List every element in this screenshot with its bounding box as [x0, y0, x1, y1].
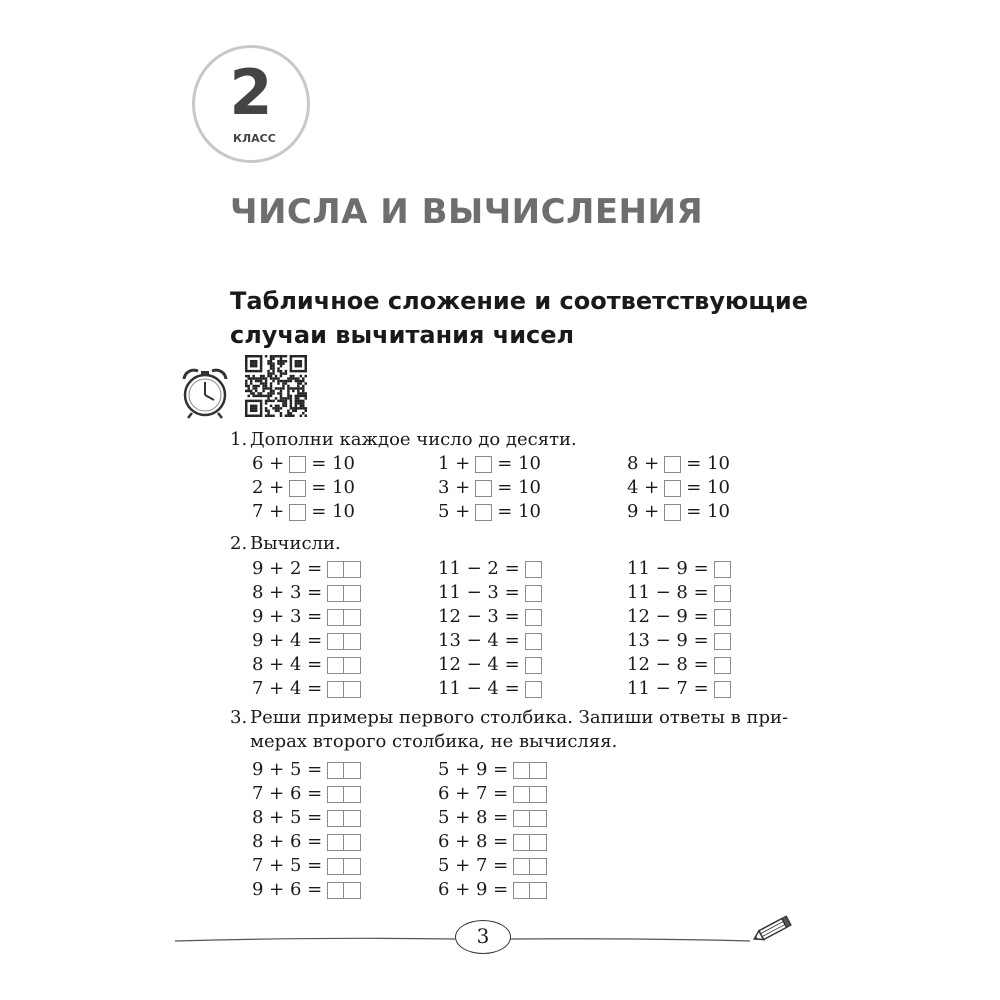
task-2-example	[252, 605, 361, 629]
example-left: 5 +	[438, 501, 471, 522]
answer-box[interactable]	[327, 657, 344, 674]
example-left: 8 +	[627, 453, 660, 474]
qr-code[interactable]	[245, 355, 307, 417]
example-expression: 7 + 5 =	[252, 855, 323, 876]
example-expression: 11 − 9 =	[627, 558, 709, 579]
example-expression: 11 − 4 =	[438, 678, 520, 699]
example-expression: 5 + 7 =	[438, 855, 509, 876]
answer-box[interactable]	[344, 681, 361, 698]
answer-box[interactable]	[327, 834, 344, 851]
answer-box[interactable]	[714, 585, 731, 602]
answer-box[interactable]	[513, 762, 530, 779]
answer-box[interactable]	[327, 810, 344, 827]
answer-box[interactable]	[530, 762, 547, 779]
answer-box[interactable]	[530, 786, 547, 803]
task-3-example	[252, 782, 361, 806]
example-expression: 6 + 9 =	[438, 879, 509, 900]
task-1-title	[230, 428, 577, 452]
example-right: = 10	[497, 477, 541, 498]
answer-box[interactable]	[289, 480, 306, 497]
answer-box[interactable]	[344, 834, 361, 851]
example-expression: 9 + 5 =	[252, 759, 323, 780]
answer-box[interactable]	[475, 504, 492, 521]
answer-box[interactable]	[530, 882, 547, 899]
answer-box[interactable]	[344, 657, 361, 674]
example-expression: 8 + 3 =	[252, 582, 323, 603]
example-expression: 9 + 3 =	[252, 606, 323, 627]
answer-box[interactable]	[344, 633, 361, 650]
task-2-example	[438, 629, 542, 653]
example-left: 3 +	[438, 477, 471, 498]
task-1-number: 1.	[230, 429, 248, 450]
answer-box[interactable]	[714, 681, 731, 698]
example-left: 2 +	[252, 477, 285, 498]
answer-box[interactable]	[664, 456, 681, 473]
pencil-icon	[748, 915, 794, 945]
example-expression: 7 + 6 =	[252, 783, 323, 804]
example-expression: 11 − 7 =	[627, 678, 709, 699]
answer-box[interactable]	[327, 681, 344, 698]
task-3-title-line-2: мерах второго столбика, не вычисляя.	[250, 731, 618, 752]
answer-box[interactable]	[664, 504, 681, 521]
example-expression: 9 + 4 =	[252, 630, 323, 651]
example-right: = 10	[311, 501, 355, 522]
example-right: = 10	[497, 501, 541, 522]
answer-box[interactable]	[344, 882, 361, 899]
task-2-text: Вычисли.	[250, 533, 341, 554]
task-2-example	[627, 629, 731, 653]
example-expression: 8 + 5 =	[252, 807, 323, 828]
task-1-example	[438, 476, 541, 500]
answer-box[interactable]	[664, 480, 681, 497]
answer-box[interactable]	[714, 657, 731, 674]
example-expression: 6 + 8 =	[438, 831, 509, 852]
answer-box[interactable]	[530, 858, 547, 875]
example-right: = 10	[686, 453, 730, 474]
answer-box[interactable]	[327, 609, 344, 626]
task-2-number: 2.	[230, 533, 248, 554]
task-3-number: 3.	[230, 707, 248, 728]
example-expression: 8 + 6 =	[252, 831, 323, 852]
task-3-example	[438, 806, 547, 830]
example-expression: 8 + 4 =	[252, 654, 323, 675]
answer-box[interactable]	[289, 456, 306, 473]
answer-box[interactable]	[714, 633, 731, 650]
answer-box[interactable]	[344, 762, 361, 779]
answer-box[interactable]	[714, 609, 731, 626]
answer-box[interactable]	[513, 834, 530, 851]
answer-box[interactable]	[530, 810, 547, 827]
answer-box[interactable]	[344, 561, 361, 578]
task-3-text-line-1: Реши примеры первого столбика. Запиши ответы в при-	[250, 707, 789, 728]
task-2-example	[252, 653, 361, 677]
task-2-example	[252, 677, 361, 701]
example-left: 4 +	[627, 477, 660, 498]
example-left: 9 +	[627, 501, 660, 522]
task-1-example	[252, 500, 355, 524]
task-1-example	[627, 476, 730, 500]
answer-box[interactable]	[327, 633, 344, 650]
task-3-example	[438, 830, 547, 854]
topic-title-line-1: Табличное сложение и соответствующие	[230, 287, 808, 315]
example-expression: 6 + 7 =	[438, 783, 509, 804]
example-left: 7 +	[252, 501, 285, 522]
task-2-example	[627, 605, 731, 629]
task-3-example	[252, 830, 361, 854]
example-expression: 12 − 8 =	[627, 654, 709, 675]
task-2-example	[438, 557, 542, 581]
task-1-example	[438, 452, 541, 476]
task-1-example	[252, 452, 355, 476]
example-left: 6 +	[252, 453, 285, 474]
answer-box[interactable]	[525, 681, 542, 698]
task-2-example	[627, 581, 731, 605]
answer-box[interactable]	[475, 456, 492, 473]
answer-box[interactable]	[344, 786, 361, 803]
answer-box[interactable]	[525, 657, 542, 674]
example-expression: 11 − 8 =	[627, 582, 709, 603]
example-expression: 9 + 6 =	[252, 879, 323, 900]
task-1-example	[627, 500, 730, 524]
task-2-example	[252, 629, 361, 653]
example-expression: 5 + 8 =	[438, 807, 509, 828]
grade-label: КЛАСС	[233, 132, 276, 145]
task-2-title	[230, 532, 341, 556]
task-2-example	[252, 581, 361, 605]
example-right: = 10	[311, 453, 355, 474]
grade-number: 2	[229, 56, 273, 129]
example-expression: 5 + 9 =	[438, 759, 509, 780]
answer-box[interactable]	[327, 882, 344, 899]
topic-title	[230, 284, 808, 352]
section-title: ЧИСЛА И ВЫЧИСЛЕНИЯ	[230, 192, 704, 232]
answer-box[interactable]	[327, 786, 344, 803]
answer-box[interactable]	[513, 858, 530, 875]
answer-box[interactable]	[525, 633, 542, 650]
answer-box[interactable]	[344, 585, 361, 602]
answer-box[interactable]	[289, 504, 306, 521]
answer-box[interactable]	[525, 561, 542, 578]
page-number: 3	[455, 920, 511, 954]
example-expression: 11 − 2 =	[438, 558, 520, 579]
answer-box[interactable]	[344, 858, 361, 875]
answer-box[interactable]	[513, 786, 530, 803]
task-3-example	[438, 758, 547, 782]
example-expression: 12 − 4 =	[438, 654, 520, 675]
answer-box[interactable]	[327, 762, 344, 779]
example-expression: 13 − 9 =	[627, 630, 709, 651]
answer-box[interactable]	[344, 810, 361, 827]
example-expression: 9 + 2 =	[252, 558, 323, 579]
task-1-example	[627, 452, 730, 476]
task-3-example	[438, 878, 547, 902]
answer-box[interactable]	[714, 561, 731, 578]
task-3-example	[438, 782, 547, 806]
answer-box[interactable]	[525, 585, 542, 602]
task-1-example	[252, 476, 355, 500]
answer-box[interactable]	[525, 609, 542, 626]
task-2-example	[627, 677, 731, 701]
example-expression: 13 − 4 =	[438, 630, 520, 651]
example-right: = 10	[686, 501, 730, 522]
task-2-example	[627, 653, 731, 677]
task-3-example	[252, 854, 361, 878]
task-3-title	[230, 706, 788, 730]
answer-box[interactable]	[344, 609, 361, 626]
task-1-text: Дополни каждое число до десяти.	[250, 429, 577, 450]
task-2-example	[438, 581, 542, 605]
answer-box[interactable]	[513, 882, 530, 899]
task-2-example	[438, 677, 542, 701]
task-3-example	[252, 878, 361, 902]
task-2-example	[438, 653, 542, 677]
answer-box[interactable]	[513, 810, 530, 827]
answer-box[interactable]	[327, 585, 344, 602]
example-left: 1 +	[438, 453, 471, 474]
task-1-example	[438, 500, 541, 524]
answer-box[interactable]	[327, 858, 344, 875]
task-3-example	[438, 854, 547, 878]
task-2-example	[252, 557, 361, 581]
example-right: = 10	[497, 453, 541, 474]
example-expression: 11 − 3 =	[438, 582, 520, 603]
example-expression: 12 − 9 =	[627, 606, 709, 627]
example-right: = 10	[311, 477, 355, 498]
task-2-example	[627, 557, 731, 581]
topic-title-line-2: случаи вычитания чисел	[230, 321, 575, 349]
example-right: = 10	[686, 477, 730, 498]
example-expression: 12 − 3 =	[438, 606, 520, 627]
answer-box[interactable]	[530, 834, 547, 851]
answer-box[interactable]	[327, 561, 344, 578]
alarm-clock-icon	[178, 365, 232, 419]
grade-badge	[192, 45, 310, 163]
example-expression: 7 + 4 =	[252, 678, 323, 699]
answer-box[interactable]	[475, 480, 492, 497]
task-3-example	[252, 806, 361, 830]
task-2-example	[438, 605, 542, 629]
task-3-example	[252, 758, 361, 782]
